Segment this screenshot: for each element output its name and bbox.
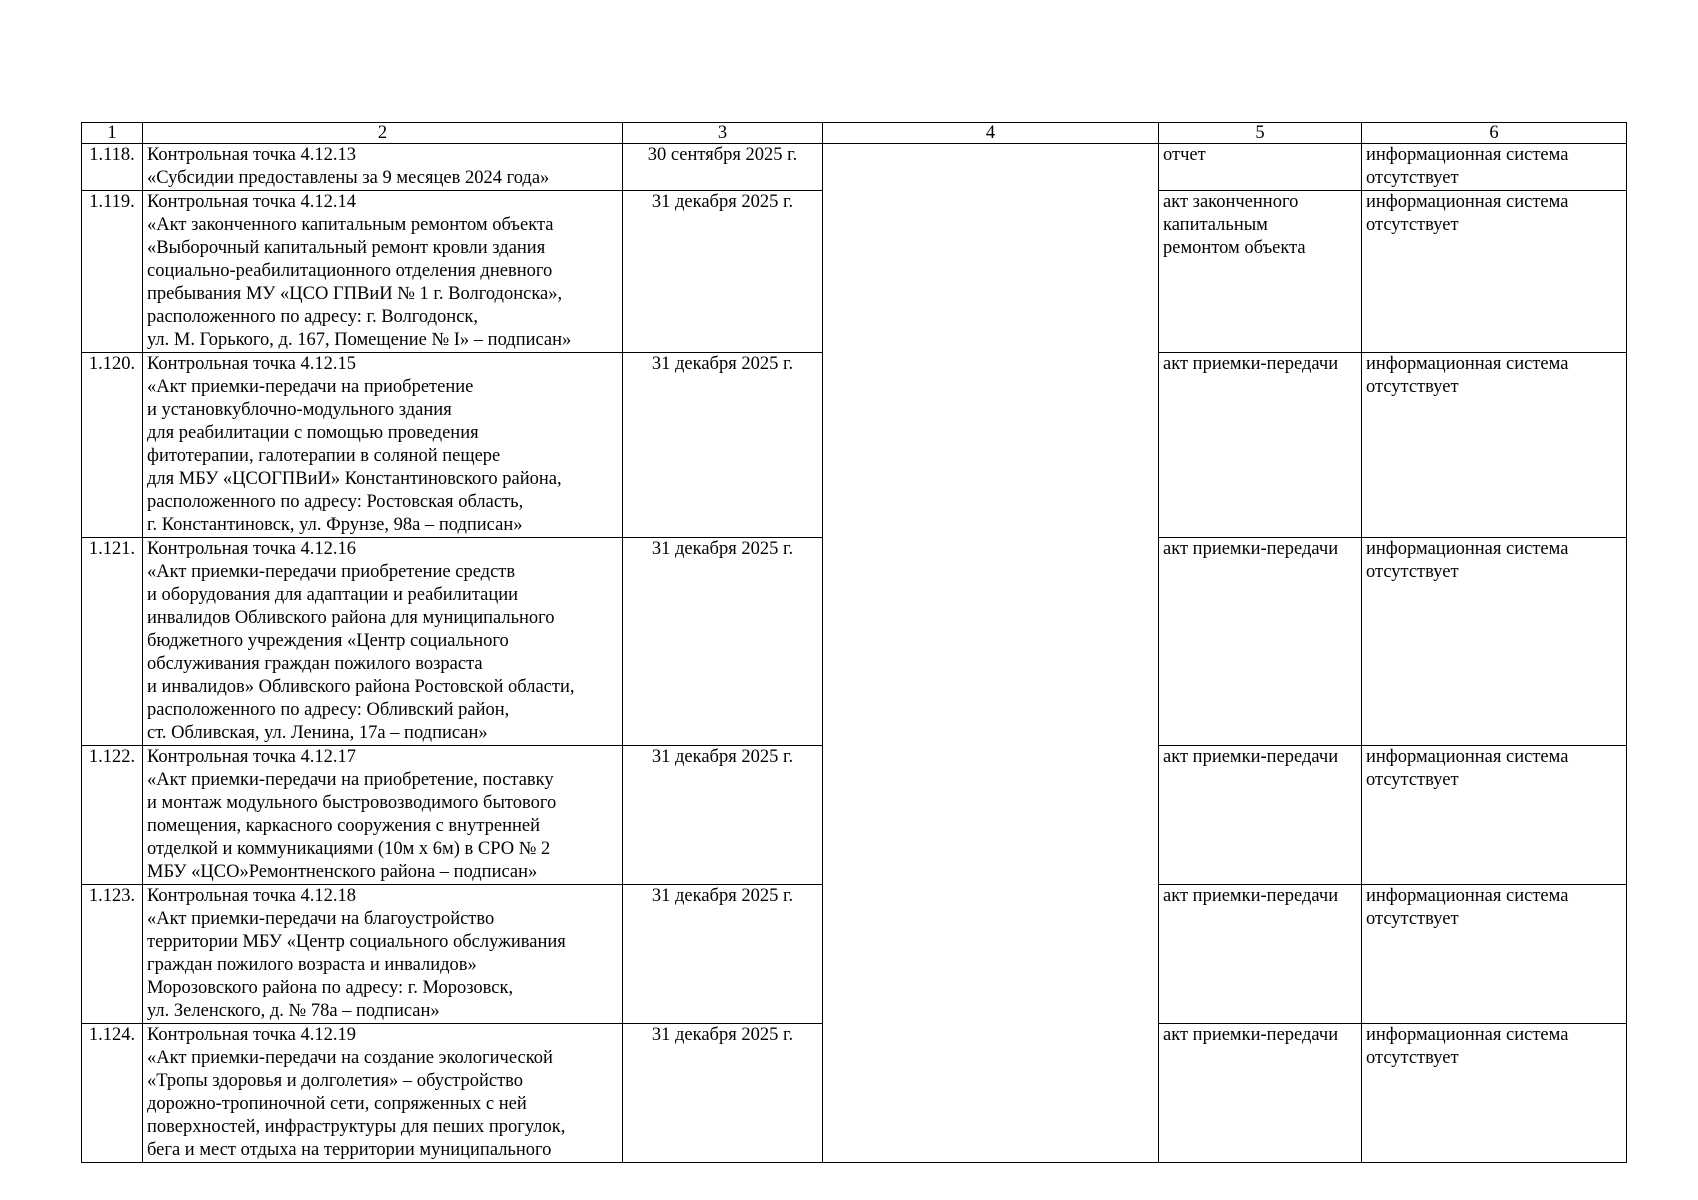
- information-system: информационная система отсутствует: [1362, 353, 1627, 538]
- information-system: информационная система отсутствует: [1362, 1024, 1627, 1163]
- document-type: акт приемки-передачи: [1159, 746, 1362, 885]
- deadline-date: 31 декабря 2025 г.: [623, 538, 823, 746]
- control-point-description: Контрольная точка 4.12.16 «Акт приемки-передачи приобретение средств и оборудования для адаптации и реабилитации инвалидов Обливского района для муниципального бюджетного учреждения «Центр социального обслуживания граждан пожилого возраста и инвалидов» Обливского района Ростовской области, расположенного по адресу: Обливский район, ст. Обливская, ул. Ленина, 17а – подписан»: [143, 538, 623, 746]
- control-point-description: Контрольная точка 4.12.19 «Акт приемки-передачи на создание экологической «Тропы здоровья и долголетия» – обустройство дорожно-тропиночной сети, сопряженных с ней поверхностей, инфраструктуры для пеших прогулок, бега и мест отдыха на территории муниципального: [143, 1024, 623, 1163]
- information-system: информационная система отсутствует: [1362, 746, 1627, 885]
- merged-empty-cell: [823, 144, 1159, 1163]
- control-point-description: Контрольная точка 4.12.17 «Акт приемки-передачи на приобретение, поставку и монтаж модульного быстровозводимого бытового помещения, каркасного сооружения с внутренней отделкой и коммуникациями (10м х 6м) в СРО № 2 МБУ «ЦСО»Ремонтненского района – подписан»: [143, 746, 623, 885]
- deadline-date: 31 декабря 2025 г.: [623, 353, 823, 538]
- row-number: 1.124.: [82, 1024, 143, 1163]
- deadline-date: 30 сентября 2025 г.: [623, 144, 823, 191]
- row-number: 1.118.: [82, 144, 143, 191]
- information-system: информационная система отсутствует: [1362, 144, 1627, 191]
- document-type: акт приемки-передачи: [1159, 353, 1362, 538]
- row-number: 1.119.: [82, 191, 143, 353]
- document-type: акт приемки-передачи: [1159, 538, 1362, 746]
- control-point-description: Контрольная точка 4.12.15 «Акт приемки-передачи на приобретение и установкублочно-модульного здания для реабилитации с помощью проведения фитотерапии, галотерапии в соляной пещере для МБУ «ЦСОГПВиИ» Константиновского района, расположенного по адресу: Ростовская область, г. Константиновск, ул. Фрунзе, 98а – подписан»: [143, 353, 623, 538]
- row-number: 1.123.: [82, 885, 143, 1024]
- control-point-description: Контрольная точка 4.12.13 «Субсидии предоставлены за 9 месяцев 2024 года»: [143, 144, 623, 191]
- deadline-date: 31 декабря 2025 г.: [623, 885, 823, 1024]
- information-system: информационная система отсутствует: [1362, 191, 1627, 353]
- column-number-6: 6: [1362, 123, 1627, 144]
- information-system: информационная система отсутствует: [1362, 538, 1627, 746]
- document-type: акт приемки-передачи: [1159, 885, 1362, 1024]
- row-number: 1.120.: [82, 353, 143, 538]
- control-point-description: Контрольная точка 4.12.14 «Акт законченного капитальным ремонтом объекта «Выборочный капитальный ремонт кровли здания социально-реабилитационного отделения дневного пребывания МУ «ЦСО ГПВиИ № 1 г. Волгодонска», расположенного по адресу: г. Волгодонск, ул. М. Горького, д. 167, Помещение № I» – подписан»: [143, 191, 623, 353]
- column-number-3: 3: [623, 123, 823, 144]
- information-system: информационная система отсутствует: [1362, 885, 1627, 1024]
- column-number-1: 1: [82, 123, 143, 144]
- control-point-description: Контрольная точка 4.12.18 «Акт приемки-передачи на благоустройство территории МБУ «Центр социального обслуживания граждан пожилого возраста и инвалидов» Морозовского района по адресу: г. Морозовск, ул. Зеленского, д. № 78а – подписан»: [143, 885, 623, 1024]
- column-number-5: 5: [1159, 123, 1362, 144]
- deadline-date: 31 декабря 2025 г.: [623, 746, 823, 885]
- document-type: акт законченного капитальным ремонтом объекта: [1159, 191, 1362, 353]
- document-type: отчет: [1159, 144, 1362, 191]
- control-points-table: [81, 122, 1627, 1163]
- document-type: акт приемки-передачи: [1159, 1024, 1362, 1163]
- row-number: 1.121.: [82, 538, 143, 746]
- column-number-2: 2: [143, 123, 623, 144]
- row-number: 1.122.: [82, 746, 143, 885]
- column-number-4: 4: [823, 123, 1159, 144]
- column-number-row: [82, 123, 1627, 144]
- table-row: [82, 144, 1627, 191]
- deadline-date: 31 декабря 2025 г.: [623, 191, 823, 353]
- deadline-date: 31 декабря 2025 г.: [623, 1024, 823, 1163]
